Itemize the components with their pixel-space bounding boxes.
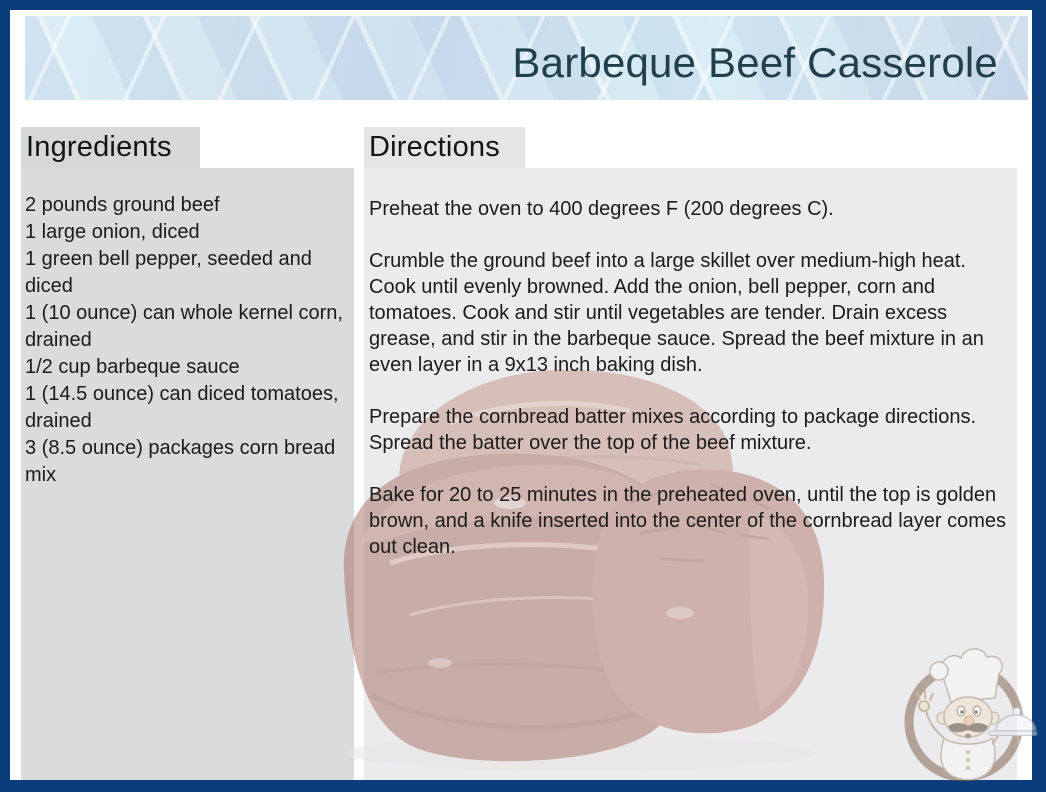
- ingredient-item: 3 (8.5 ounce) packages corn bread mix: [25, 437, 336, 486]
- ingredient-item: 1 (14.5 ounce) can diced tomatoes, drained: [25, 383, 339, 432]
- direction-paragraph: Bake for 20 to 25 minutes in the preheated oven, until the top is golden brown, and a knife inserted into the center of the cornbread layer comes out clean.: [369, 484, 1007, 558]
- header-banner: [25, 16, 1028, 100]
- ingredient-item: 1/2 cup barbeque sauce: [25, 356, 240, 378]
- ingredients-list: [21, 168, 354, 780]
- direction-paragraph: Prepare the cornbread batter mixes according to package directions. Spread the batter over the top of the beef mixture.: [369, 406, 977, 454]
- chef-logo: [898, 644, 1038, 786]
- page-title: Barbeque Beef Casserole: [512, 39, 998, 86]
- ingredients-panel: [21, 127, 354, 780]
- directions-heading-box: [364, 127, 525, 168]
- direction-paragraph: Preheat the oven to 400 degrees F (200 degrees C).: [369, 198, 834, 220]
- ingredient-item: 1 (10 ounce) can whole kernel corn, drained: [25, 302, 343, 351]
- ingredients-heading: Ingredients: [26, 131, 172, 163]
- ingredient-item: 1 green bell pepper, seeded and diced: [25, 248, 312, 297]
- ingredient-item: 1 large onion, diced: [25, 221, 200, 243]
- direction-paragraph: Crumble the ground beef into a large skillet over medium-high heat. Cook until evenly browned. Add the onion, bell pepper, corn and tomatoes. Cook and stir until vegetables are tender. Drain excess grease, and stir in the barbeque sauce. Spread the beef mixture in an even layer in a 9x13 inch baking dish.: [369, 250, 984, 376]
- recipe-page: [10, 10, 1032, 780]
- ingredients-heading-box: [21, 127, 200, 168]
- directions-heading: Directions: [369, 131, 500, 163]
- ingredient-item: 2 pounds ground beef: [25, 194, 220, 216]
